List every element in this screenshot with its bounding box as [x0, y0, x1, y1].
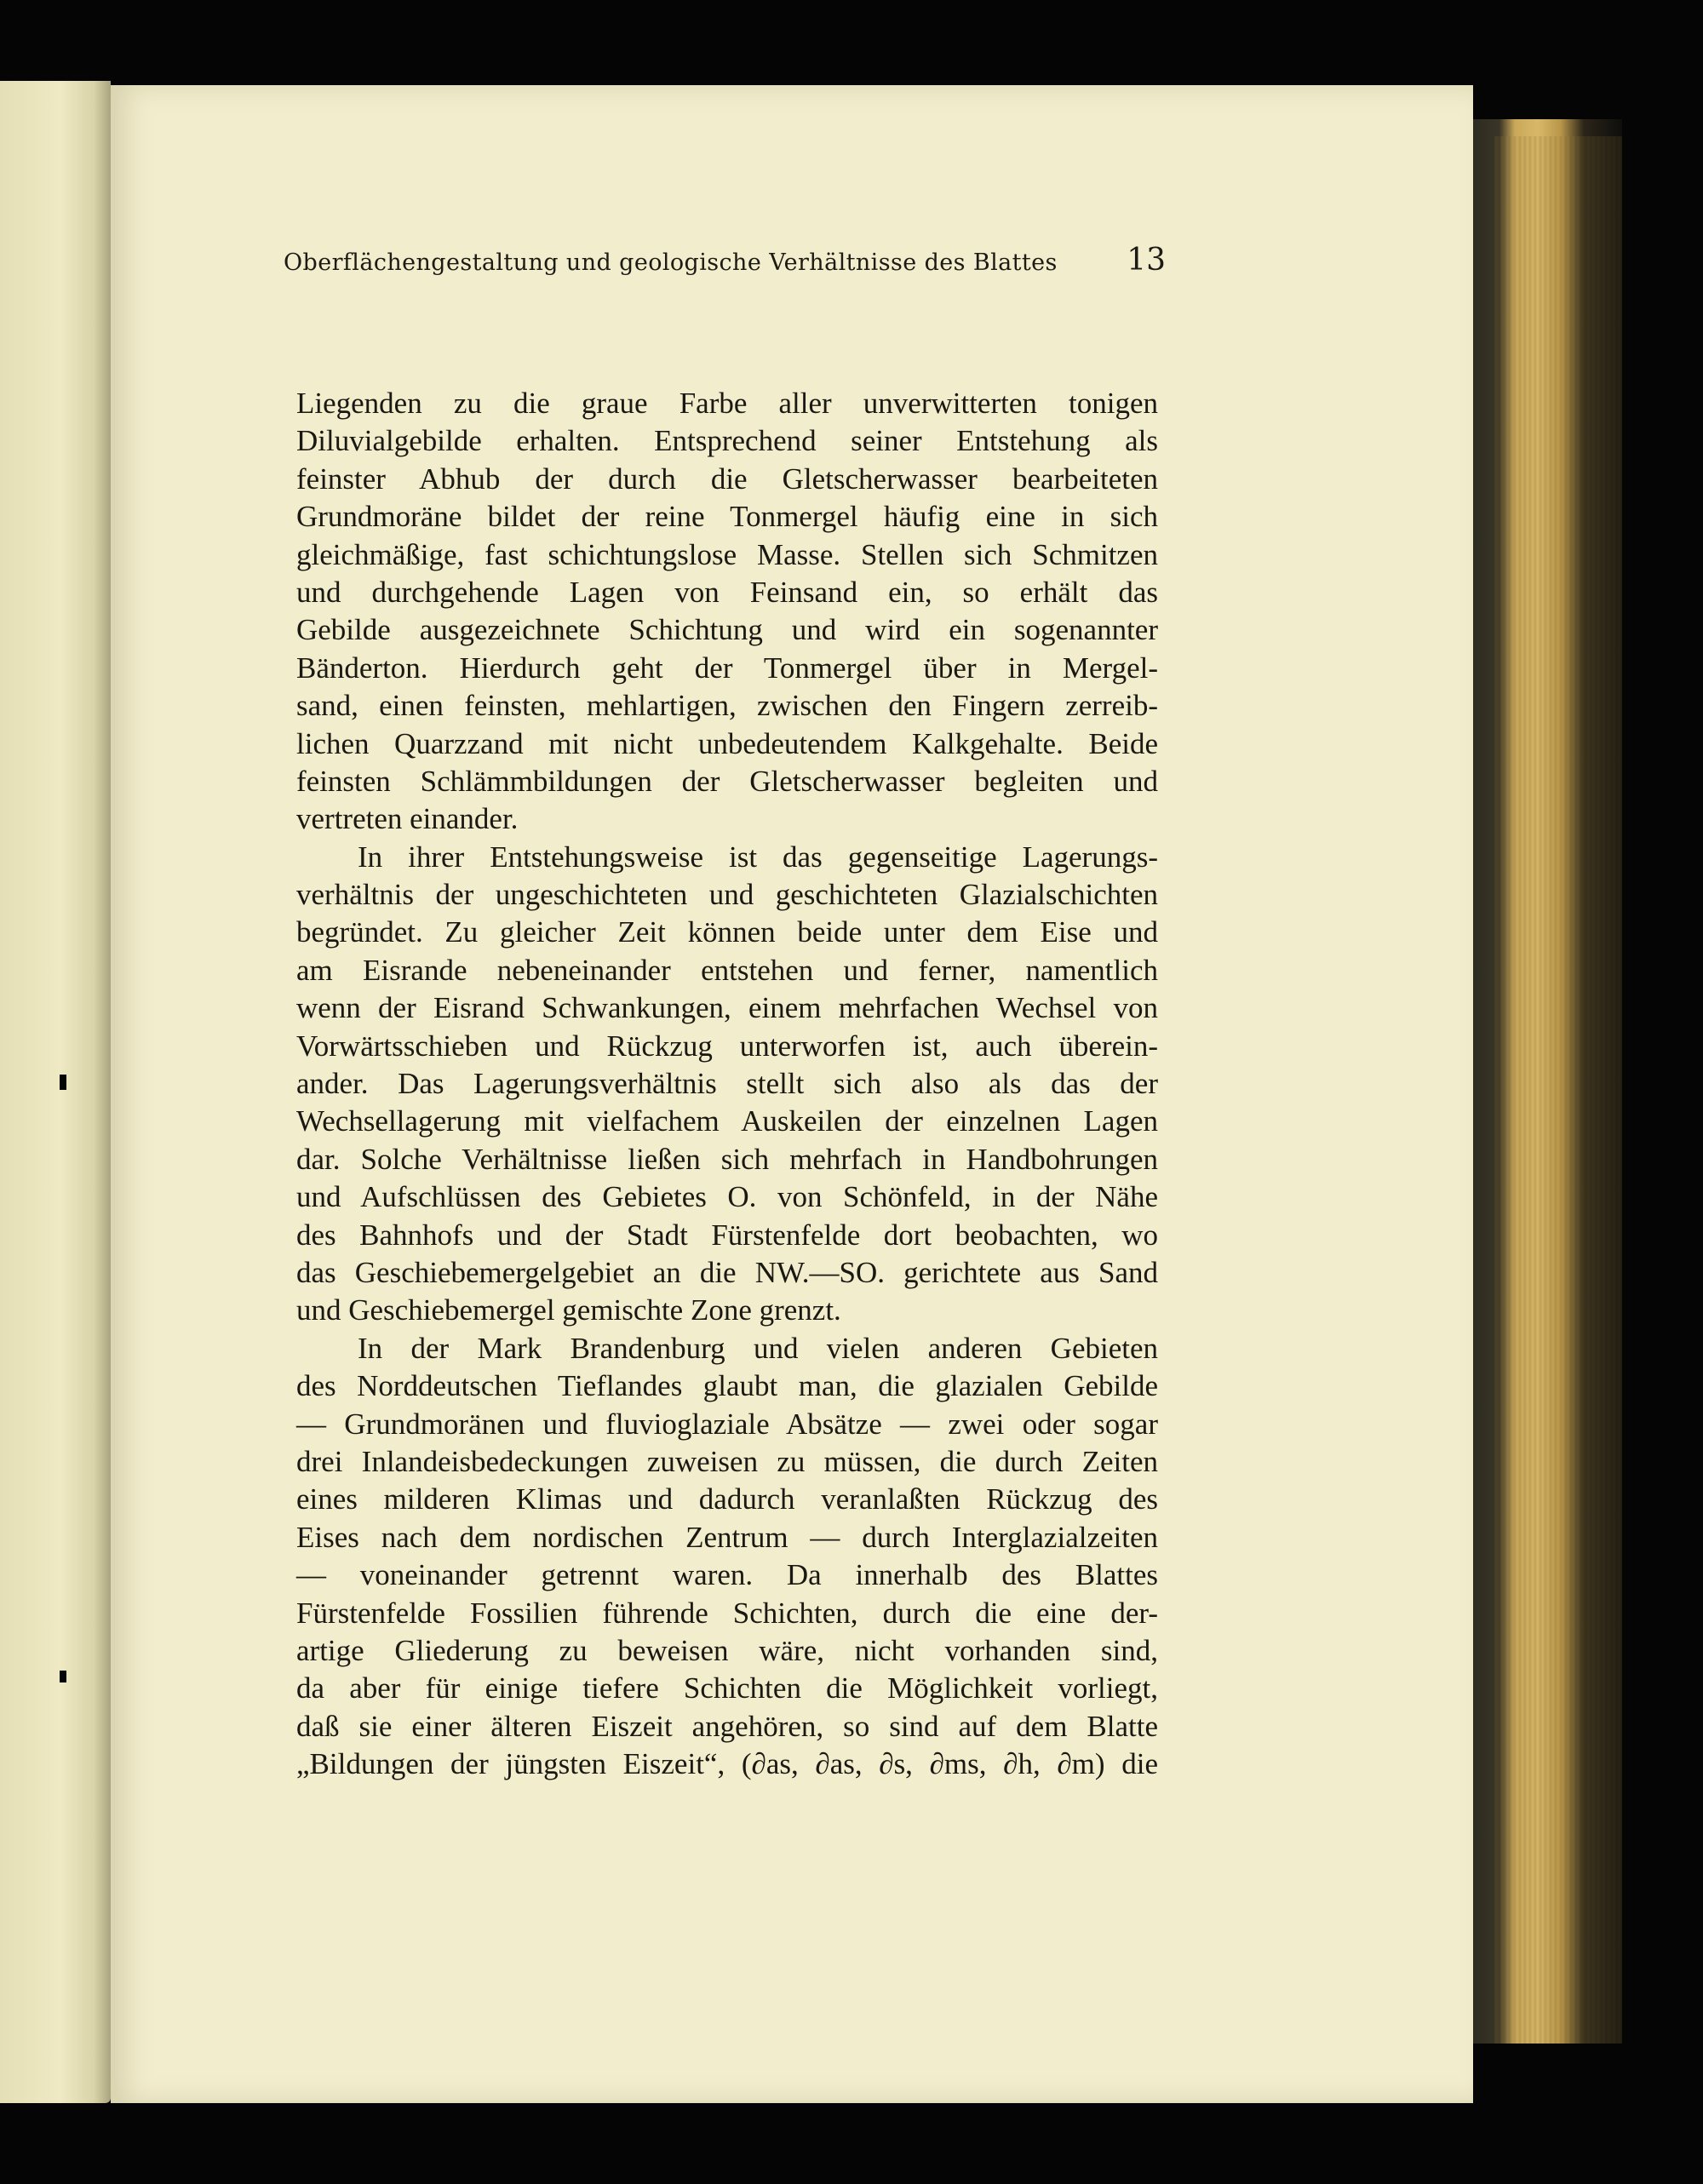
text-line: In der Mark Brandenburg und vielen anderen Gebieten	[358, 1331, 1158, 1365]
text-line: Grundmoräne bildet der reine Tonmergel häufig eine in sich	[296, 500, 1158, 534]
text-line: dar. Solche Verhältnisse ließen sich mehrfach in Handbohrungen	[296, 1142, 1158, 1176]
text-line: drei Inlandeisbedeckungen zuweisen zu müssen, die durch Zeiten	[296, 1444, 1158, 1478]
margin-mark	[60, 1075, 66, 1090]
text-line: und Aufschlüssen des Gebietes O. von Schönfeld, in der Nähe	[296, 1180, 1158, 1214]
text-line: artige Gliederung zu beweisen wäre, nicht vorhanden sind,	[296, 1633, 1158, 1667]
text-line: wenn der Eisrand Schwankungen, einem mehrfachen Wechsel von	[296, 991, 1158, 1025]
text-line: gleichmäßige, fast schichtungslose Masse. Stellen sich Schmitzen	[296, 537, 1158, 571]
text-line: und durchgehende Lagen von Feinsand ein, so erhält das	[296, 575, 1158, 609]
text-line: verhältnis der ungeschichteten und geschichteten Glazialschichten	[296, 878, 1158, 912]
text-line: des Norddeutschen Tieflandes glaubt man, die glazialen Gebilde	[296, 1369, 1158, 1403]
text-line: feinsten Schlämmbildungen der Gletscherwasser begleiten und	[296, 764, 1158, 798]
text-line: In ihrer Entstehungsweise ist das gegenseitige Lagerungs-	[358, 840, 1158, 874]
text-line: begründet. Zu gleicher Zeit können beide unter dem Eise und	[296, 915, 1158, 949]
text-line: lichen Quarzzand mit nicht unbedeutendem Kalkgehalte. Beide	[296, 726, 1158, 760]
text-line: Liegenden zu die graue Farbe aller unverwitterten tonigen	[296, 387, 1158, 420]
running-title: Oberflächengestaltung und geologische Verhältnisse des Blattes	[284, 249, 1058, 276]
text-line: Gebilde ausgezeichnete Schichtung und wird ein sogenannter	[296, 613, 1158, 647]
text-line: — voneinander getrennt waren. Da innerhalb des Blattes	[296, 1558, 1158, 1592]
running-head	[284, 243, 1166, 285]
text-line: Eises nach dem nordischen Zentrum — durch Interglazialzeiten	[296, 1520, 1158, 1554]
margin-mark	[60, 1671, 66, 1682]
text-line: „Bildungen der jüngsten Eiszeit“, (∂as, ∂as, ∂s, ∂ms, ∂h, ∂m) die	[296, 1747, 1158, 1781]
text-line: feinster Abhub der durch die Gletscherwasser bearbeiteten	[296, 461, 1158, 496]
text-line: ander. Das Lagerungsverhältnis stellt sich also als das der	[296, 1067, 1158, 1101]
text-line: und Geschiebemergel gemischte Zone grenzt.	[296, 1293, 841, 1327]
text-line: Diluvialgebilde erhalten. Entsprechend seiner Entstehung als	[296, 424, 1158, 458]
previous-page-edge	[0, 81, 111, 2103]
text-line: Fürstenfelde Fossilien führende Schichten, durch die eine der-	[296, 1596, 1158, 1630]
page-number: 13	[1127, 243, 1166, 278]
text-line: — Grundmoränen und fluvioglaziale Absätze — zwei oder sogar	[296, 1407, 1158, 1441]
text-line: Wechsellagerung mit vielfachem Auskeilen der einzelnen Lagen	[296, 1104, 1158, 1138]
text-line: am Eisrande nebeneinander entstehen und ferner, namentlich	[296, 953, 1158, 987]
body-text	[296, 385, 1158, 1783]
text-line: vertreten einander.	[296, 802, 519, 836]
text-line: sand, einen feinsten, mehlartigen, zwischen den Fingern zerreib-	[296, 689, 1158, 723]
text-line: das Geschiebemergelgebiet an die NW.—SO. gerichtete aus Sand	[296, 1255, 1158, 1289]
text-line: eines milderen Klimas und dadurch veranlaßten Rückzug des	[296, 1482, 1158, 1516]
text-line: Vorwärtsschieben und Rückzug unterworfen ist, auch überein-	[296, 1029, 1158, 1063]
text-line: Bänderton. Hierdurch geht der Tonmergel über in Mergel-	[296, 651, 1158, 685]
text-line: des Bahnhofs und der Stadt Fürstenfelde dort beobachten, wo	[296, 1218, 1158, 1252]
text-line: da aber für einige tiefere Schichten die Möglichkeit vorliegt,	[296, 1671, 1158, 1705]
text-line: daß sie einer älteren Eiszeit angehören, so sind auf dem Blatte	[296, 1709, 1158, 1743]
page-stack-texture	[1494, 136, 1622, 2044]
